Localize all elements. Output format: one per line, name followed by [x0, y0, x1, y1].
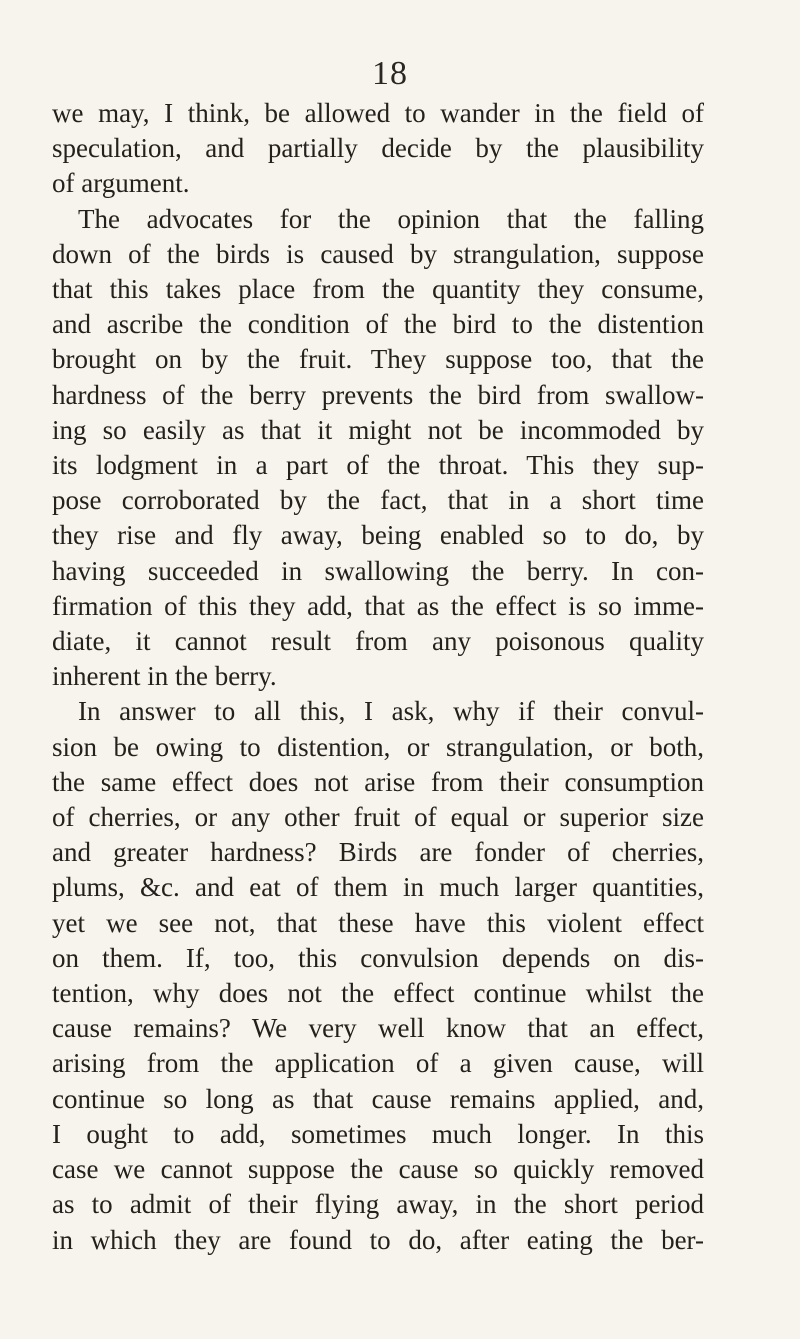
text-line: diate, it cannot result from any poisonous quality — [52, 626, 704, 657]
text-line: plums, &c. and eat of them in much larger quantities, — [52, 872, 704, 903]
text-line: and greater hardness? Birds are fonder of cherries, — [52, 837, 704, 868]
text-line: the same effect does not arise from their consumption — [52, 766, 704, 797]
text-line: cause remains? We very well know that an effect, — [52, 1013, 704, 1044]
text-line: hardness of the berry prevents the bird from swallow- — [52, 379, 704, 410]
text-line: of cherries, or any other fruit of equal or superior size — [52, 802, 704, 833]
text-line: they rise and fly away, being enabled so to do, by — [52, 520, 704, 551]
text-line: firmation of this they add, that as the effect is so imme- — [52, 590, 704, 621]
text-line: I ought to add, sometimes much longer. In this — [52, 1118, 704, 1149]
text-line: having succeeded in swallowing the berry. In con- — [52, 555, 704, 586]
text-line: yet we see not, that these have this violent effect — [52, 907, 704, 938]
text-line: brought on by the fruit. They suppose too, that the — [52, 344, 704, 375]
body-text — [52, 96, 704, 1258]
text-line: of argument. — [52, 168, 190, 199]
text-line: In answer to all this, I ask, why if their convul- — [78, 696, 704, 727]
text-line: arising from the application of a given cause, will — [52, 1048, 704, 1079]
text-line: continue so long as that cause remains applied, and, — [52, 1083, 704, 1114]
text-line: and ascribe the condition of the bird to the distention — [52, 309, 704, 340]
text-line: sion be owing to distention, or strangulation, or both, — [52, 731, 704, 762]
text-line: tention, why does not the effect continue whilst the — [52, 978, 704, 1009]
text-line: speculation, and partially decide by the plausibility — [52, 133, 704, 164]
text-line: as to admit of their flying away, in the short period — [52, 1189, 704, 1220]
text-line: we may, I think, be allowed to wander in the field of — [52, 98, 704, 128]
text-line: that this takes place from the quantity they consume, — [52, 274, 704, 305]
text-line: ing so easily as that it might not be incommoded by — [52, 414, 704, 445]
page-number: 18 — [372, 55, 408, 92]
text-line: down of the birds is caused by strangulation, suppose — [52, 238, 704, 269]
text-line: pose corroborated by the fact, that in a short time — [52, 485, 704, 516]
text-line: on them. If, too, this convulsion depends on dis- — [52, 942, 704, 973]
text-line: case we cannot suppose the cause so quickly removed — [52, 1154, 704, 1185]
text-line: inherent in the berry. — [52, 661, 277, 692]
text-line: its lodgment in a part of the throat. This they sup- — [52, 450, 704, 481]
text-line: in which they are found to do, after eating the ber- — [52, 1224, 704, 1255]
text-line: The advocates for the opinion that the falling — [78, 203, 704, 234]
